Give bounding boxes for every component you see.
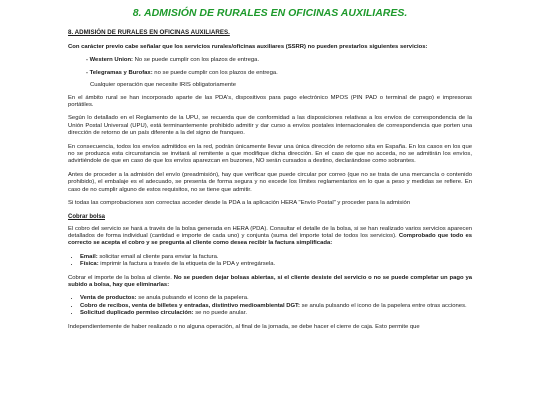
list-item: [80, 254, 472, 261]
list-item: [80, 261, 472, 268]
cobrar-p2-text: Cobrar el importe de la bolsa al cliente.: [68, 274, 174, 281]
restricted-text: No se puede cumplir con los plazos de entrega.: [133, 57, 260, 64]
restricted-label: - Telegramas y Burofax:: [86, 69, 153, 76]
restricted-item-telegramas: [68, 70, 472, 77]
eliminate-text: se no puede anular.: [193, 310, 247, 317]
option-label: Email:: [80, 253, 98, 260]
cobrar-p2-bold: No se pueden dejar bolsas abiertas, si el cliente desiste del servicio o no se puede completar un pago ya subido a bolsa, hay que eliminarlas:: [68, 274, 472, 288]
section-heading: 8. ADMISIÓN DE RURALES EN OFICINAS AUXILIARES.: [68, 29, 230, 36]
paragraph-hera-access: Si todas las comprobaciones son correctas acceder desde la PDA a la aplicación HERA "Envío Postal" y proceder para la admisión: [68, 200, 411, 207]
eliminate-label: Venta de productos:: [80, 295, 137, 302]
option-text: imprimir la factura a través de la etiqueta de la PDA y entregársela.: [98, 261, 276, 268]
option-text: solicitar email al cliente para enviar la factura.: [97, 253, 219, 260]
cobrar-p1-text: El cobro del servicio se hará a través de la bolsa generada en HERA (PDA). Consultar el detalle de la bolsa, si se han realizado varios servicios aparecen detallados de forma individual (cantidad e importe de cada uno) y conjunta (suma del importe total de todos los servicios).: [68, 225, 472, 239]
restricted-item-western-union: [68, 57, 472, 64]
paragraph-upu: Según lo detallado en el Reglamento de la UPU, se recuerda que de conformidad a las disposiciones relativas a los envíos de correspondencia de la Unión Postal Universal (UPU), está terminantemente prohibido admitir y dar curso a envíos postales internacionales de correspondencia que porten una dirección de retorno de un país diferente a la del signo de franqueo.: [68, 115, 472, 137]
paragraph-return-address: En consecuencia, todos los envíos admitidos en la red, podrán únicamente llevar una única dirección de retorno sita en España. En los casos en los que no se produzca esta circunstancia se invitará al remitente a que modifique dicha dirección. En el caso de que no acceda, no se admitirán los envíos, advirtiéndole de que en caso de que los envíos aparezcan en buzones, NO serán cursados a destino, declarándose como sobrantes.: [68, 143, 472, 165]
list-item: [80, 310, 472, 317]
eliminate-label: Cobro de recibos, venta de billetes y entradas, distintivo medioambiental DGT:: [80, 302, 300, 309]
restricted-label: - Western Union:: [86, 57, 134, 64]
iris-note: Cualquier operación que necesite IRIS obligatoriamente: [90, 82, 237, 89]
cobrar-paragraph-2: [68, 275, 472, 290]
list-item: [80, 295, 472, 302]
cobrar-paragraph-3: Independientemente de haber realizado o no alguna operación, al final de la jornada, se debe hacer el cierre de caja. Esto permite que: [68, 323, 420, 330]
cobrar-p1-bold: Comprobado que todo es correcto se acepta el cobro y se pregunta al cliente como desea recibir la factura simplificada:: [68, 232, 472, 247]
list-item: [80, 303, 472, 310]
cobrar-bolsa-heading: Cobrar bolsa: [68, 213, 106, 220]
eliminate-text: se anula pulsando el icono de la papelera entre otras acciones.: [299, 302, 467, 309]
invoice-options-list: [68, 254, 472, 269]
page-title: 8. ADMISIÓN DE RURALES EN OFICINAS AUXILIARES.: [132, 7, 408, 19]
paragraph-devices: En el ámbito rural se han incorporado aparte de las PDA's, dispositivos para pago electrónico MPOS (PIN PAD o terminal de pago) e impresoras portátiles.: [68, 94, 472, 109]
intro-paragraph: Con carácter previo cabe señalar que los servicios rurales/oficinas auxiliares (SSRR) no pueden prestarlos siguientes servicios:: [68, 44, 428, 50]
restricted-text: no se puede cumplir con los plazos de entrega.: [152, 69, 278, 76]
cobrar-paragraph-1: [68, 226, 472, 248]
eliminate-text: se anula pulsando el icono de la papelera.: [136, 295, 249, 302]
eliminate-label: Solicitud duplicado permiso circulación:: [80, 310, 194, 317]
paragraph-preadmission: Antes de proceder a la admisión del envío (preadmisión), hay que verificar que puede circular por correo (que no se trata de una mercancía o contenido prohibido), el embalaje es el adecuado, se presenta de forma segura y no excede los límites reglamentarios en lo que a peso y medidas se refiere. En caso de no cumplir alguno de estos requisitos, no se tiene que admitir.: [68, 171, 472, 193]
eliminate-list: [68, 295, 472, 317]
option-label: Física:: [80, 261, 99, 268]
